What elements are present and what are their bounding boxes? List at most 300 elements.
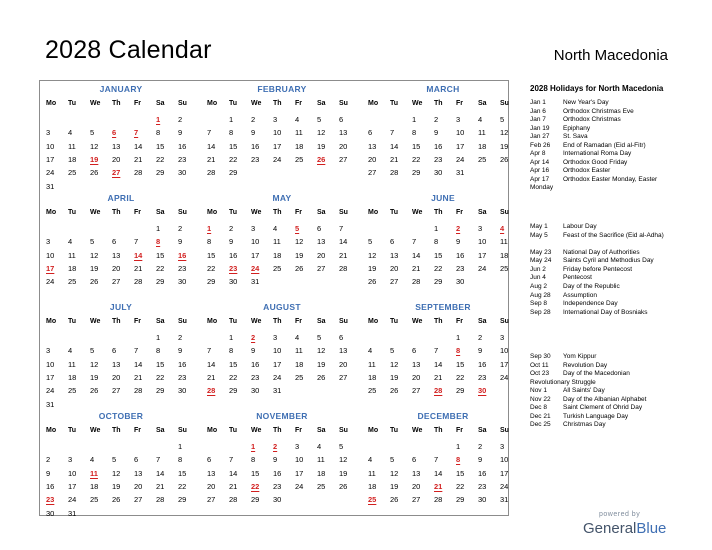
calendar-day[interactable]: 4 (368, 346, 373, 356)
calendar-day[interactable]: 5 (317, 333, 322, 342)
calendar-day[interactable]: 4 (68, 237, 73, 247)
calendar-day[interactable]: 22 (156, 372, 165, 382)
calendar-day[interactable]: 27 (412, 386, 421, 396)
calendar-day[interactable]: 3 (500, 333, 505, 342)
calendar-day[interactable]: 10 (295, 455, 304, 465)
calendar-day[interactable]: 10 (273, 346, 282, 356)
brand-logo[interactable] (583, 520, 666, 537)
calendar-day[interactable]: 29 (156, 277, 165, 287)
calendar-day[interactable]: 30 (46, 508, 55, 518)
calendar-day[interactable]: 1 (229, 333, 234, 342)
calendar-day[interactable]: 2 (178, 333, 183, 342)
calendar-day[interactable]: 9 (46, 468, 51, 478)
calendar-day[interactable]: 25 (368, 386, 377, 396)
calendar-day[interactable]: 23 (273, 481, 282, 491)
calendar-day[interactable]: 28 (207, 168, 216, 178)
calendar-day[interactable]: 19 (317, 359, 326, 369)
calendar-day[interactable]: 6 (368, 128, 373, 138)
calendar-day[interactable]: 25 (90, 495, 99, 505)
calendar-day[interactable]: 19 (500, 141, 509, 151)
calendar-day[interactable]: 13 (112, 250, 121, 260)
calendar-day[interactable]: 3 (46, 346, 51, 356)
calendar-day[interactable]: 29 (156, 386, 165, 396)
holiday-day[interactable]: 2 (251, 333, 256, 342)
calendar-day[interactable]: 20 (112, 263, 121, 273)
calendar-day[interactable]: 19 (90, 263, 99, 273)
calendar-day[interactable]: 21 (134, 154, 143, 164)
calendar-day[interactable]: 6 (339, 333, 344, 342)
calendar-day[interactable]: 21 (134, 372, 143, 382)
holiday-day[interactable]: 21 (434, 481, 443, 491)
calendar-day[interactable]: 13 (339, 128, 348, 138)
calendar-day[interactable]: 1 (229, 115, 234, 124)
calendar-day[interactable]: 18 (368, 481, 377, 491)
calendar-day[interactable]: 6 (207, 455, 212, 465)
calendar-day[interactable]: 5 (90, 237, 95, 247)
calendar-day[interactable]: 2 (434, 115, 439, 124)
calendar-day[interactable]: 2 (229, 224, 234, 233)
calendar-day[interactable]: 16 (273, 468, 282, 478)
calendar-day[interactable]: 12 (390, 359, 399, 369)
calendar-day[interactable]: 21 (207, 154, 216, 164)
calendar-day[interactable]: 28 (390, 168, 399, 178)
calendar-day[interactable]: 31 (251, 277, 260, 287)
calendar-day[interactable]: 17 (46, 372, 55, 382)
calendar-day[interactable]: 11 (295, 346, 303, 356)
calendar-day[interactable]: 11 (295, 128, 303, 138)
calendar-day[interactable]: 24 (46, 386, 55, 396)
calendar-day[interactable]: 18 (478, 141, 487, 151)
calendar-day[interactable]: 25 (317, 481, 326, 491)
calendar-day[interactable]: 10 (68, 468, 77, 478)
calendar-day[interactable]: 24 (46, 168, 55, 178)
holiday-day[interactable]: 24 (251, 263, 260, 273)
calendar-day[interactable]: 27 (412, 495, 421, 505)
calendar-day[interactable]: 13 (317, 237, 326, 247)
calendar-day[interactable]: 27 (317, 263, 326, 273)
calendar-day[interactable]: 7 (434, 346, 439, 356)
calendar-day[interactable]: 4 (90, 455, 95, 465)
calendar-day[interactable]: 21 (156, 481, 165, 491)
calendar-day[interactable]: 13 (390, 250, 399, 260)
calendar-day[interactable]: 5 (90, 346, 95, 356)
calendar-day[interactable]: 30 (178, 277, 187, 287)
calendar-day[interactable]: 17 (273, 359, 282, 369)
calendar-day[interactable]: 23 (178, 154, 187, 164)
calendar-day[interactable]: 10 (456, 128, 465, 138)
calendar-day[interactable]: 24 (500, 481, 509, 491)
holiday-day[interactable]: 5 (295, 224, 300, 233)
calendar-day[interactable]: 2 (178, 224, 183, 233)
calendar-day[interactable]: 26 (90, 168, 99, 178)
holiday-day[interactable]: 4 (500, 224, 505, 233)
holiday-day[interactable]: 30 (478, 386, 487, 396)
calendar-day[interactable]: 14 (207, 141, 216, 151)
calendar-day[interactable]: 20 (317, 250, 326, 260)
calendar-day[interactable]: 22 (207, 263, 216, 273)
calendar-day[interactable]: 9 (251, 346, 256, 356)
calendar-day[interactable]: 26 (339, 481, 348, 491)
calendar-day[interactable]: 25 (273, 263, 282, 273)
calendar-day[interactable]: 22 (229, 372, 238, 382)
calendar-day[interactable]: 15 (178, 468, 187, 478)
calendar-day[interactable]: 21 (207, 372, 216, 382)
calendar-day[interactable]: 16 (178, 141, 187, 151)
calendar-day[interactable]: 23 (251, 154, 260, 164)
calendar-day[interactable]: 30 (478, 495, 487, 505)
calendar-day[interactable]: 27 (207, 495, 216, 505)
calendar-day[interactable]: 3 (273, 333, 278, 342)
calendar-day[interactable]: 6 (134, 455, 139, 465)
calendar-day[interactable]: 1 (156, 333, 161, 342)
calendar-day[interactable]: 3 (68, 455, 73, 465)
calendar-day[interactable]: 14 (412, 250, 421, 260)
calendar-day[interactable]: 13 (412, 468, 421, 478)
calendar-day[interactable]: 23 (478, 481, 487, 491)
calendar-day[interactable]: 12 (90, 359, 99, 369)
calendar-day[interactable]: 4 (317, 442, 322, 451)
calendar-day[interactable]: 15 (456, 359, 465, 369)
calendar-day[interactable]: 24 (456, 154, 465, 164)
calendar-day[interactable]: 3 (251, 224, 256, 233)
calendar-day[interactable]: 29 (178, 495, 187, 505)
calendar-day[interactable]: 4 (478, 115, 483, 124)
calendar-day[interactable]: 9 (178, 237, 183, 247)
calendar-day[interactable]: 29 (434, 277, 443, 287)
calendar-day[interactable]: 11 (68, 359, 76, 369)
calendar-day[interactable]: 8 (156, 128, 161, 138)
holiday-day[interactable]: 1 (251, 442, 256, 451)
calendar-day[interactable]: 12 (112, 468, 121, 478)
calendar-day[interactable]: 27 (390, 277, 399, 287)
calendar-day[interactable]: 5 (317, 115, 322, 124)
calendar-day[interactable]: 26 (90, 386, 99, 396)
calendar-day[interactable]: 9 (251, 128, 256, 138)
calendar-day[interactable]: 18 (500, 250, 509, 260)
calendar-day[interactable]: 24 (273, 372, 282, 382)
calendar-day[interactable]: 18 (68, 154, 77, 164)
calendar-day[interactable]: 16 (229, 250, 238, 260)
calendar-day[interactable]: 9 (178, 346, 183, 356)
calendar-day[interactable]: 20 (368, 154, 377, 164)
calendar-day[interactable]: 3 (46, 237, 51, 247)
holiday-day[interactable]: 2 (273, 442, 278, 451)
calendar-day[interactable]: 6 (412, 346, 417, 356)
calendar-day[interactable]: 10 (46, 359, 55, 369)
calendar-day[interactable]: 24 (500, 372, 509, 382)
calendar-day[interactable]: 13 (112, 359, 121, 369)
calendar-day[interactable]: 24 (478, 263, 487, 273)
calendar-day[interactable]: 7 (412, 237, 417, 247)
calendar-day[interactable]: 15 (156, 359, 165, 369)
calendar-day[interactable]: 22 (156, 263, 165, 273)
calendar-day[interactable]: 12 (295, 237, 304, 247)
calendar-day[interactable]: 4 (68, 128, 73, 138)
calendar-day[interactable]: 4 (368, 455, 373, 465)
calendar-day[interactable]: 15 (156, 141, 165, 151)
calendar-day[interactable]: 21 (412, 263, 421, 273)
calendar-day[interactable]: 10 (500, 455, 509, 465)
calendar-day[interactable]: 23 (178, 372, 187, 382)
calendar-day[interactable]: 22 (156, 154, 165, 164)
calendar-day[interactable]: 8 (207, 237, 212, 247)
calendar-day[interactable]: 8 (412, 128, 417, 138)
calendar-day[interactable]: 7 (156, 455, 161, 465)
calendar-day[interactable]: 14 (434, 359, 443, 369)
calendar-day[interactable]: 22 (456, 372, 465, 382)
calendar-day[interactable]: 30 (178, 168, 187, 178)
calendar-day[interactable]: 3 (295, 442, 300, 451)
calendar-day[interactable]: 28 (134, 277, 143, 287)
calendar-day[interactable]: 15 (229, 359, 238, 369)
calendar-day[interactable]: 11 (317, 455, 325, 465)
calendar-day[interactable]: 18 (68, 372, 77, 382)
calendar-day[interactable]: 27 (134, 495, 143, 505)
holiday-day[interactable]: 25 (368, 495, 377, 505)
calendar-day[interactable]: 9 (478, 455, 483, 465)
calendar-day[interactable]: 16 (251, 141, 260, 151)
calendar-day[interactable]: 18 (368, 372, 377, 382)
calendar-day[interactable]: 23 (251, 372, 260, 382)
calendar-day[interactable]: 12 (339, 455, 348, 465)
calendar-day[interactable]: 9 (434, 128, 439, 138)
calendar-day[interactable]: 19 (390, 372, 399, 382)
calendar-day[interactable]: 8 (434, 237, 439, 247)
calendar-day[interactable]: 21 (434, 372, 443, 382)
calendar-day[interactable]: 9 (273, 455, 278, 465)
holiday-day[interactable]: 8 (156, 237, 161, 247)
calendar-day[interactable]: 8 (229, 346, 234, 356)
holiday-day[interactable]: 11 (90, 468, 98, 478)
calendar-day[interactable]: 29 (251, 495, 260, 505)
calendar-day[interactable]: 9 (456, 237, 461, 247)
holiday-day[interactable]: 14 (134, 250, 143, 260)
calendar-day[interactable]: 27 (339, 372, 348, 382)
calendar-day[interactable]: 3 (273, 115, 278, 124)
calendar-day[interactable]: 14 (134, 141, 143, 151)
holiday-day[interactable]: 1 (207, 224, 212, 233)
calendar-day[interactable]: 3 (500, 442, 505, 451)
calendar-day[interactable]: 16 (434, 141, 443, 151)
holiday-day[interactable]: 28 (434, 386, 443, 396)
calendar-day[interactable]: 3 (478, 224, 483, 233)
calendar-day[interactable]: 7 (339, 224, 344, 233)
calendar-day[interactable]: 14 (207, 359, 216, 369)
calendar-day[interactable]: 16 (456, 250, 465, 260)
calendar-day[interactable]: 13 (339, 346, 348, 356)
calendar-day[interactable]: 17 (273, 141, 282, 151)
calendar-day[interactable]: 2 (478, 333, 483, 342)
calendar-day[interactable]: 19 (390, 481, 399, 491)
calendar-day[interactable]: 26 (90, 277, 99, 287)
calendar-day[interactable]: 25 (478, 154, 487, 164)
holiday-day[interactable]: 8 (456, 455, 461, 465)
calendar-day[interactable]: 1 (456, 333, 461, 342)
calendar-day[interactable]: 25 (68, 386, 77, 396)
calendar-day[interactable]: 10 (500, 346, 509, 356)
calendar-day[interactable]: 31 (456, 168, 465, 178)
calendar-day[interactable]: 24 (273, 154, 282, 164)
calendar-day[interactable]: 11 (68, 141, 76, 151)
calendar-day[interactable]: 13 (412, 359, 421, 369)
calendar-day[interactable]: 15 (456, 468, 465, 478)
calendar-day[interactable]: 28 (134, 386, 143, 396)
calendar-day[interactable]: 19 (112, 481, 121, 491)
holiday-day[interactable]: 16 (178, 250, 187, 260)
calendar-day[interactable]: 17 (478, 250, 487, 260)
calendar-day[interactable]: 5 (90, 128, 95, 138)
calendar-day[interactable]: 9 (478, 346, 483, 356)
calendar-day[interactable]: 15 (207, 250, 216, 260)
calendar-day[interactable]: 25 (500, 263, 509, 273)
calendar-day[interactable]: 18 (273, 250, 282, 260)
calendar-day[interactable]: 15 (412, 141, 421, 151)
calendar-day[interactable]: 7 (134, 346, 139, 356)
calendar-day[interactable]: 30 (434, 168, 443, 178)
calendar-day[interactable]: 29 (412, 168, 421, 178)
calendar-day[interactable]: 3 (456, 115, 461, 124)
calendar-day[interactable]: 26 (390, 386, 399, 396)
calendar-day[interactable]: 14 (390, 141, 399, 151)
calendar-day[interactable]: 12 (368, 250, 377, 260)
calendar-day[interactable]: 29 (229, 386, 238, 396)
calendar-day[interactable]: 21 (229, 481, 238, 491)
calendar-day[interactable]: 24 (295, 481, 304, 491)
calendar-day[interactable]: 20 (112, 154, 121, 164)
calendar-day[interactable]: 1 (178, 442, 183, 451)
calendar-day[interactable]: 13 (207, 468, 216, 478)
calendar-day[interactable]: 20 (390, 263, 399, 273)
calendar-day[interactable]: 5 (390, 346, 395, 356)
calendar-day[interactable]: 16 (478, 468, 487, 478)
calendar-day[interactable]: 12 (317, 346, 326, 356)
calendar-day[interactable]: 30 (251, 386, 260, 396)
calendar-day[interactable]: 7 (207, 346, 212, 356)
calendar-day[interactable]: 1 (434, 224, 439, 233)
calendar-day[interactable]: 25 (295, 372, 304, 382)
calendar-day[interactable]: 20 (412, 481, 421, 491)
calendar-day[interactable]: 17 (500, 359, 509, 369)
calendar-day[interactable]: 29 (456, 495, 465, 505)
calendar-day[interactable]: 31 (68, 508, 77, 518)
calendar-day[interactable]: 9 (178, 128, 183, 138)
calendar-day[interactable]: 6 (412, 455, 417, 465)
holiday-day[interactable]: 23 (229, 263, 238, 273)
calendar-day[interactable]: 21 (339, 250, 348, 260)
calendar-day[interactable]: 18 (295, 359, 304, 369)
calendar-day[interactable]: 11 (478, 128, 486, 138)
calendar-day[interactable]: 4 (295, 115, 300, 124)
calendar-day[interactable]: 19 (339, 468, 348, 478)
calendar-day[interactable]: 12 (90, 141, 99, 151)
calendar-day[interactable]: 20 (412, 372, 421, 382)
calendar-day[interactable]: 17 (251, 250, 260, 260)
calendar-day[interactable]: 8 (178, 455, 183, 465)
calendar-day[interactable]: 28 (434, 495, 443, 505)
calendar-day[interactable]: 18 (68, 263, 77, 273)
holiday-day[interactable]: 26 (317, 154, 326, 164)
calendar-day[interactable]: 30 (456, 277, 465, 287)
holiday-day[interactable]: 27 (112, 168, 121, 178)
calendar-day[interactable]: 23 (178, 263, 187, 273)
calendar-day[interactable]: 14 (434, 468, 443, 478)
holiday-day[interactable]: 2 (456, 224, 461, 233)
calendar-day[interactable]: 19 (317, 141, 326, 151)
calendar-day[interactable]: 10 (46, 141, 55, 151)
calendar-day[interactable]: 19 (295, 250, 304, 260)
calendar-day[interactable]: 17 (46, 154, 55, 164)
calendar-day[interactable]: 2 (478, 442, 483, 451)
calendar-day[interactable]: 20 (112, 372, 121, 382)
calendar-day[interactable]: 2 (46, 455, 51, 465)
calendar-day[interactable]: 14 (339, 237, 348, 247)
holiday-day[interactable]: 23 (46, 495, 55, 505)
calendar-day[interactable]: 28 (229, 495, 238, 505)
calendar-day[interactable]: 11 (368, 359, 376, 369)
calendar-day[interactable]: 6 (112, 346, 117, 356)
calendar-day[interactable]: 27 (339, 154, 348, 164)
calendar-day[interactable]: 26 (368, 277, 377, 287)
calendar-day[interactable]: 3 (46, 128, 51, 138)
calendar-day[interactable]: 22 (412, 154, 421, 164)
calendar-day[interactable]: 27 (368, 168, 377, 178)
calendar-day[interactable]: 15 (156, 250, 165, 260)
calendar-day[interactable]: 11 (500, 237, 508, 247)
calendar-day[interactable]: 30 (178, 386, 187, 396)
calendar-day[interactable]: 29 (156, 168, 165, 178)
calendar-day[interactable]: 22 (434, 263, 443, 273)
calendar-day[interactable]: 12 (317, 128, 326, 138)
calendar-day[interactable]: 20 (207, 481, 216, 491)
calendar-day[interactable]: 4 (295, 333, 300, 342)
calendar-day[interactable]: 14 (229, 468, 238, 478)
calendar-day[interactable]: 12 (500, 128, 509, 138)
calendar-day[interactable]: 26 (500, 154, 509, 164)
calendar-day[interactable]: 11 (273, 237, 281, 247)
calendar-day[interactable]: 24 (68, 495, 77, 505)
calendar-day[interactable]: 22 (178, 481, 187, 491)
calendar-day[interactable]: 28 (156, 495, 165, 505)
calendar-day[interactable]: 5 (339, 442, 344, 451)
calendar-day[interactable]: 26 (112, 495, 121, 505)
calendar-day[interactable]: 7 (434, 455, 439, 465)
holiday-day[interactable]: 17 (46, 263, 55, 273)
calendar-day[interactable]: 15 (229, 141, 238, 151)
calendar-day[interactable]: 5 (390, 455, 395, 465)
calendar-day[interactable]: 25 (68, 168, 77, 178)
calendar-day[interactable]: 6 (339, 115, 344, 124)
calendar-day[interactable]: 20 (134, 481, 143, 491)
calendar-day[interactable]: 13 (112, 141, 121, 151)
calendar-day[interactable]: 23 (434, 154, 443, 164)
calendar-day[interactable]: 17 (456, 141, 465, 151)
calendar-day[interactable]: 11 (68, 250, 76, 260)
calendar-day[interactable]: 28 (134, 168, 143, 178)
calendar-day[interactable]: 20 (339, 141, 348, 151)
calendar-day[interactable]: 31 (273, 386, 282, 396)
holiday-day[interactable]: 19 (90, 154, 99, 164)
calendar-day[interactable]: 6 (390, 237, 395, 247)
calendar-day[interactable]: 15 (251, 468, 260, 478)
calendar-day[interactable]: 5 (500, 115, 505, 124)
calendar-day[interactable]: 6 (317, 224, 322, 233)
calendar-day[interactable]: 9 (229, 237, 234, 247)
calendar-day[interactable]: 30 (273, 495, 282, 505)
calendar-day[interactable]: 7 (390, 128, 395, 138)
calendar-day[interactable]: 10 (273, 128, 282, 138)
calendar-day[interactable]: 17 (500, 468, 509, 478)
calendar-day[interactable]: 26 (295, 263, 304, 273)
